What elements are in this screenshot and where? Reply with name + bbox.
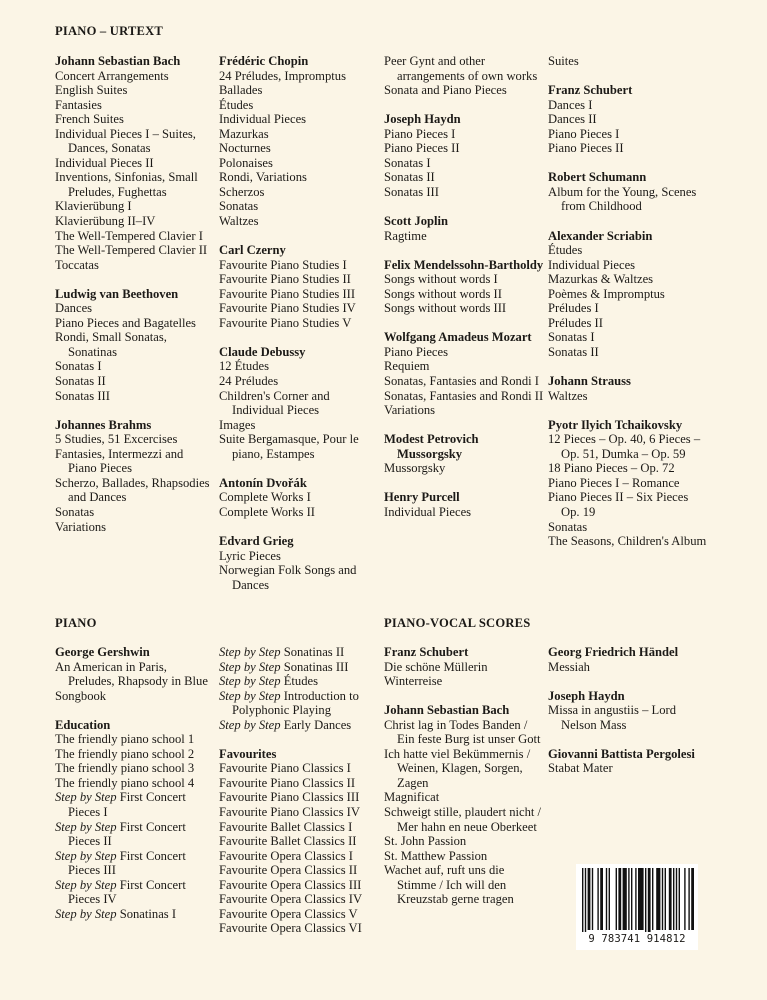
title-item: Rondi, Variations [219,170,307,185]
composer-group [548,418,708,549]
urtext-column-2 [219,54,379,607]
urtext-column-4 [548,54,708,563]
title-item: Sonatas I [548,330,595,345]
section-title-urtext: PIANO – URTEXT [55,24,164,38]
title-item: Préludes I [548,301,599,316]
title-item: Études [219,97,254,112]
title-item: Suite Bergamasque, Pour le piano, Estampes [219,432,359,461]
title-item: Klavierübung I [55,199,132,214]
title-item: Favourite Piano Studies IV [219,301,356,316]
composer-group [55,54,215,272]
composer-group [55,718,215,922]
title-item: Die schöne Müllerin [384,659,488,674]
title-item: Piano Pieces II [548,141,624,156]
title-item: Préludes II [548,315,603,330]
title-item: Dances II [548,112,597,127]
title-item [219,718,379,733]
composer-group [548,645,708,674]
urtext-column-3 [384,54,544,534]
title-text: First Concert Pieces II [68,819,186,849]
composer-name: Alexander Scriabin [548,228,653,243]
title-text: Favourite Opera Classics II [219,863,358,878]
title-item: Scherzos [219,184,265,199]
title-item: Individual Pieces [219,112,307,127]
title-item: French Suites [55,112,124,127]
title-item: Schweigt stille, plaudert nicht / Mer hahn en neue Oberkeet [384,805,542,834]
composer-group [55,287,215,403]
title-item: Sonatas III [384,184,439,199]
composer-name: Carl Czerny [219,243,286,258]
piano-column-2 [219,645,379,950]
title-text: Favourite Piano Classics II [219,775,356,790]
title-item: Piano Pieces I – Romance [548,475,680,490]
barcode-digits: 9 783741 914812 [588,933,686,945]
title-item: Polonaises [219,155,273,170]
composer-group [384,214,544,243]
title-text: Favourite Opera Classics III [219,877,362,892]
title-item: Sonatas I [384,155,431,170]
series-name: Step by Step [55,790,117,805]
composer-name: Education [55,717,111,732]
title-item: 12 Pieces – Op. 40, 6 Pieces – Op. 51, Dumka – Op. 59 [548,432,701,461]
composer-name: Franz Schubert [384,645,469,659]
title-text: Favourite Piano Classics III [219,790,360,805]
composer-group [384,490,544,519]
title-item: Sonata and Piano Pieces [384,83,507,98]
composer-group [384,258,544,316]
composer-group [384,54,544,98]
title-item: Piano Pieces II [384,141,460,156]
composer-group [548,689,708,733]
series-name: Step by Step [55,848,117,863]
title-item: Dances [55,301,93,316]
vocal-column-2 [548,645,708,790]
composer-group [219,747,379,936]
title-item: The Well-Tempered Clavier II [55,243,208,258]
title-item: Requiem [384,359,430,374]
title-item: Klavierübung II–IV [55,214,156,229]
title-text: Introduction to Polyphonic Playing [232,688,359,718]
title-item: 5 Studies, 51 Excercises [55,432,178,447]
composer-name: Pyotr Ilyich Tchaikovsky [548,417,683,432]
title-item: Individual Pieces I – Suites, Dances, Sonatas [55,126,196,156]
title-item: Sonatas, Fantasies and Rondi I [384,374,539,389]
title-text: The friendly piano school 2 [55,746,195,761]
composer-group [548,229,708,360]
composer-name: Frédéric Chopin [219,54,309,68]
title-text: Favourite Piano Classics I [219,761,351,776]
title-text: First Concert Pieces IV [68,877,186,907]
title-item: 24 Préludes, Impromptus [219,68,346,83]
title-item: Complete Works II [219,504,315,519]
section-title-piano-vocal: PIANO-VOCAL SCORES [384,616,531,630]
title-text: The friendly piano school 1 [55,732,195,747]
title-item [55,776,215,791]
composer-name: Antonín Dvořák [219,475,307,490]
title-item: Peer Gynt and other arrangements of own works [384,54,538,83]
title-item [55,907,215,922]
title-item: Complete Works I [219,490,311,505]
title-text: An American in Paris, Preludes, Rhapsody in Blue [55,659,208,689]
title-item: Songs without words I [384,272,498,287]
title-item: Sonatas [548,519,588,534]
title-item: Individual Pieces [548,257,636,272]
title-text: Early Dances [280,717,352,732]
composer-name: Joseph Haydn [384,112,461,127]
composer-name: George Gershwin [55,645,150,659]
title-item: Sonatas [55,504,95,519]
title-item: Stabat Mater [548,761,613,776]
title-item [219,790,379,805]
title-item: Images [219,417,256,432]
title-text: Favourite Opera Classics I [219,848,353,863]
composer-group [384,330,544,417]
title-item [219,863,379,878]
composer-group [548,170,708,214]
composer-name: Wolfgang Amadeus Mozart [384,330,532,345]
title-text: Sonatinas III [280,659,349,674]
title-text: First Concert Pieces I [68,790,186,820]
title-text: First Concert Pieces III [68,848,186,878]
title-item: Wachet auf, ruft uns die Stimme / Ich will den Kreuzstab gerne tragen [384,863,514,907]
series-name: Step by Step [55,819,117,834]
series-name: Step by Step [55,877,117,892]
composer-group [384,432,544,476]
title-item [219,834,379,849]
title-text: Favourite Ballet Classics I [219,819,353,834]
title-item: Favourite Piano Studies II [219,272,351,287]
title-item: Nocturnes [219,141,271,156]
title-item [55,747,215,762]
title-item [219,878,379,893]
composer-group [219,476,379,520]
title-item [219,660,379,675]
title-item: The Seasons, Children's Album [548,534,707,549]
title-item: Norwegian Folk Songs and Dances [219,563,357,592]
title-item: Variations [384,403,436,418]
series-name: Step by Step [219,717,281,732]
title-item: Individual Pieces [384,504,472,519]
title-item: Favourite Piano Studies V [219,315,352,330]
title-item: Études [548,243,583,258]
title-text: Songbook [55,688,107,703]
title-item: Waltzes [219,214,259,229]
title-item [219,805,379,820]
title-item: Piano Pieces II – Six Pieces Op. 19 [548,490,689,519]
title-item: Waltzes [548,388,588,403]
series-name: Step by Step [219,659,281,674]
series-name: Step by Step [219,645,281,659]
composer-name: Franz Schubert [548,83,633,98]
title-item [55,849,215,878]
composer-name: Felix Mendelssohn-Bartholdy [384,257,544,272]
title-item: Piano Pieces [384,344,449,359]
composer-name: Modest Petrovich Mussorgsky [384,432,479,461]
title-item: Concert Arrangements [55,68,169,83]
title-text: Sonatinas I [116,906,177,921]
composer-name: Giovanni Battista Pergolesi [548,746,695,761]
title-item [219,820,379,835]
title-text: Favourite Opera Classics IV [219,892,363,907]
composer-name: Edvard Grieg [219,534,294,549]
composer-name: Scott Joplin [384,214,449,229]
series-name: Step by Step [219,674,281,689]
composer-name: Claude Debussy [219,344,306,359]
composer-group [219,534,379,592]
title-item: Lyric Pieces [219,548,281,563]
title-item [219,761,379,776]
title-item: Individual Pieces II [55,155,154,170]
title-item: Missa in angustiis – Lord Nelson Mass [548,703,677,732]
title-item [219,776,379,791]
title-item: Messiah [548,659,590,674]
title-item: Poèmes & Impromptus [548,286,665,301]
title-item: Songs without words III [384,301,507,316]
title-item: Ich hatte viel Bekümmernis / Weinen, Klagen, Sorgen, Zagen [384,746,531,790]
composer-name: Henry Purcell [384,490,460,505]
title-item [219,689,379,718]
composer-name: Joseph Haydn [548,688,625,703]
series-name: Step by Step [219,688,281,703]
title-item: St. John Passion [384,834,467,849]
title-item: Piano Pieces and Bagatelles [55,315,196,330]
title-item: Mazurkas & Waltzes [548,272,654,287]
composer-group [548,83,708,156]
piano-column-1 [55,645,215,936]
title-item: Inventions, Sinfonias, Small Preludes, Fughettas [55,170,198,199]
title-item [55,660,215,689]
composer-name: Johannes Brahms [55,417,152,432]
series-name: Step by Step [55,906,117,921]
title-item: Dances I [548,97,593,112]
title-item: Winterreise [384,674,443,689]
title-item [219,674,379,689]
title-item: Scherzo, Ballades, Rhapsodies and Dances [55,475,210,505]
composer-group [219,645,379,732]
title-item: Sonatas I [55,359,102,374]
title-item: Christ lag in Todes Banden / Ein feste Burg ist unser Gott [384,717,541,747]
composer-group [55,645,215,703]
composer-group [219,243,379,330]
composer-name: Favourites [219,746,277,761]
title-item [55,878,215,907]
title-item: Piano Pieces I [384,126,456,141]
title-item [55,790,215,819]
composer-name: Ludwig van Beethoven [55,286,179,301]
title-item: Toccatas [55,257,99,272]
title-item: 12 Études [219,359,270,374]
title-item: Ragtime [384,228,427,243]
title-item [219,907,379,922]
composer-group [219,54,379,229]
title-item [219,849,379,864]
title-item: Sonatas II [55,374,106,389]
composer-group [548,54,708,69]
title-item [219,921,379,936]
title-item: Children's Corner and Individual Pieces [219,388,330,418]
title-item: Favourite Piano Studies I [219,257,347,272]
title-text: The friendly piano school 3 [55,761,195,776]
title-item [219,645,379,660]
section-title-piano: PIANO [55,616,97,630]
title-item: Sonatas II [384,170,435,185]
title-item: Ballades [219,83,263,98]
title-item: Sonatas [219,199,259,214]
urtext-column-1 [55,54,215,549]
composer-group [384,112,544,199]
composer-group [55,418,215,534]
title-item: Album for the Young, Scenes from Childhood [548,184,697,214]
title-item: Variations [55,519,107,534]
title-item: Rondi, Small Sonatas, Sonatinas [55,330,167,359]
title-item [55,689,215,704]
title-text: Favourite Opera Classics VI [219,921,362,936]
title-item: Sonatas III [55,388,110,403]
title-text: Études [280,674,318,689]
composer-group [548,374,708,403]
composer-name: Johann Strauss [548,374,631,389]
title-text: Sonatinas II [280,645,345,659]
title-item: English Suites [55,83,128,98]
composer-name: Georg Friedrich Händel [548,645,679,659]
title-text: The friendly piano school 4 [55,775,195,790]
title-item: 24 Préludes [219,374,279,389]
title-item [55,732,215,747]
title-item: Fantasies [55,97,102,112]
title-text: Favourite Ballet Classics II [219,834,357,849]
title-item: Sonatas II [548,344,599,359]
composer-group [384,703,544,907]
composer-name: Johann Sebastian Bach [55,54,181,68]
composer-group [548,747,708,776]
title-item: Mazurkas [219,126,269,141]
title-item: 18 Piano Pieces – Op. 72 [548,461,675,476]
title-item: The Well-Tempered Clavier I [55,228,203,243]
title-text: Favourite Opera Classics V [219,906,358,921]
barcode-bars-icon [576,864,698,932]
title-item: Songs without words II [384,286,502,301]
title-text: Favourite Piano Classics IV [219,805,360,820]
title-item: Piano Pieces I [548,126,620,141]
title-item: Sonatas, Fantasies and Rondi II [384,388,544,403]
title-item: Magnificat [384,790,440,805]
composer-name: Johann Sebastian Bach [384,703,510,718]
barcode [576,864,698,950]
title-item: Fantasies, Intermezzi and Piano Pieces [55,446,184,476]
composer-name: Robert Schumann [548,170,647,185]
title-item: St. Matthew Passion [384,848,488,863]
title-item [55,761,215,776]
title-item: Suites [548,54,579,68]
vocal-column-1 [384,645,544,921]
title-item: Mussorgsky [384,461,446,476]
title-item: Favourite Piano Studies III [219,286,356,301]
title-item [219,892,379,907]
title-item [55,820,215,849]
composer-group [384,645,544,689]
composer-group [219,345,379,461]
